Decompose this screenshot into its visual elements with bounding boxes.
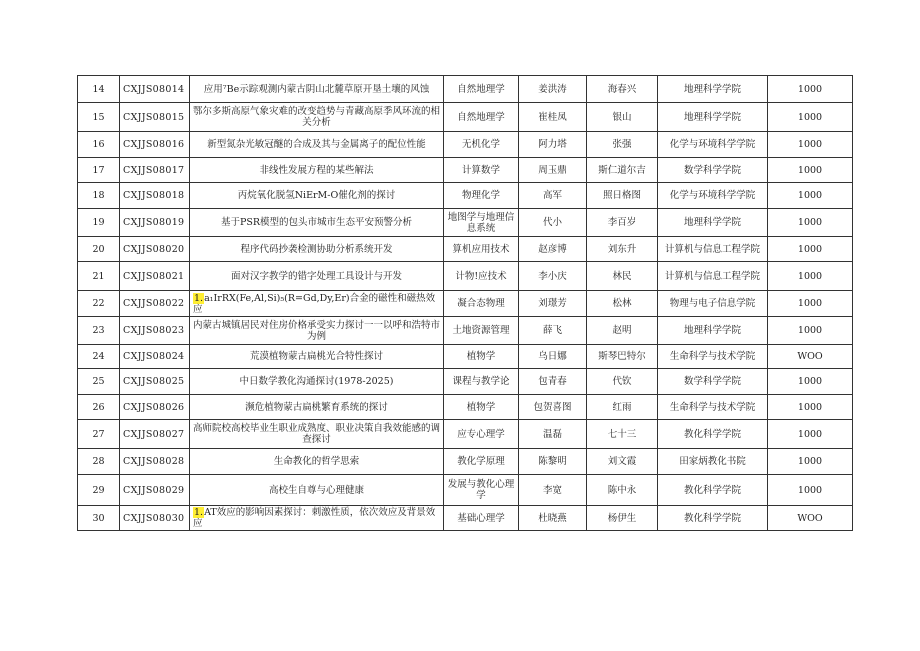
row-index-text: 19	[92, 217, 105, 228]
project-title-text: 丙烷氧化脱氢NiErM-O催化剂的探讨	[237, 190, 396, 201]
row-index-cell	[78, 103, 120, 132]
project-code-cell	[120, 369, 190, 395]
subject-text: 算机应用技术	[452, 243, 510, 255]
table-body	[78, 76, 853, 531]
project-title-cell	[190, 183, 444, 209]
row-index-cell	[78, 345, 120, 369]
project-code-cell	[120, 76, 190, 103]
project-title-text: 荒漠植物蒙古扁桃光合特性探讨	[249, 351, 383, 362]
advisor-text: 斯仁道尔吉	[598, 164, 646, 176]
subject-cell	[444, 369, 519, 395]
project-title-cell	[190, 158, 444, 183]
subject-cell	[444, 420, 519, 449]
table-row	[78, 395, 853, 420]
college-text: 地理科学学院	[683, 217, 741, 228]
college-text: 化学与环境科学学院	[669, 190, 756, 201]
advisor-text: 赵明	[612, 325, 632, 336]
advisor-cell	[587, 209, 658, 237]
subject-cell	[444, 291, 519, 317]
amount-text: 1000	[797, 139, 823, 150]
row-index-text: 20	[92, 243, 105, 255]
project-code-text: CXJJS08025	[123, 376, 185, 387]
project-title-cell	[190, 369, 444, 395]
leader-cell	[519, 449, 587, 475]
project-code-cell	[120, 262, 190, 291]
advisor-cell	[587, 395, 658, 420]
leader-cell	[519, 262, 587, 291]
table-row	[78, 291, 853, 317]
leader-cell	[519, 103, 587, 132]
leader-text: 崔桂凤	[538, 111, 567, 123]
subject-text: 土地资源管理	[452, 325, 510, 336]
advisor-cell	[587, 262, 658, 291]
project-title-text: 高校生自尊与心理健康	[268, 484, 364, 496]
advisor-text: 李百岁	[607, 217, 637, 228]
leader-text: 赵彦博	[538, 243, 567, 255]
row-index-cell	[78, 209, 120, 237]
amount-text: 1000	[797, 243, 823, 255]
college-text: 物理与电子信息学院	[669, 298, 756, 309]
subject-text: 课程与教学论	[452, 376, 510, 387]
college-text: 生命科学与技术学院	[669, 351, 756, 362]
subject-text: 计物!应技术	[455, 270, 507, 282]
project-title-cell	[190, 103, 444, 132]
advisor-cell	[587, 132, 658, 158]
leader-text: 刘璟芳	[538, 298, 567, 309]
leader-cell	[519, 209, 587, 237]
college-cell	[658, 475, 768, 506]
row-index-cell	[78, 76, 120, 103]
college-text: 地理科学学院	[683, 325, 741, 336]
advisor-text: 海春兴	[607, 83, 637, 95]
amount-cell	[768, 132, 853, 158]
advisor-cell	[587, 345, 658, 369]
table-row	[78, 317, 853, 345]
project-title-text: 内蒙古城镇居民对住房价格承受实力探讨一一以呼和浩特市为例	[193, 319, 441, 342]
amount-text: WOO	[797, 512, 823, 524]
advisor-text: 刘文霞	[607, 456, 637, 467]
college-cell	[658, 291, 768, 317]
project-code-text: CXJJS08019	[123, 217, 185, 228]
project-code-cell	[120, 420, 190, 449]
college-text: 教化科学学院	[683, 512, 741, 524]
leader-cell	[519, 183, 587, 209]
subject-text: 应专心理学	[457, 428, 505, 440]
amount-cell	[768, 76, 853, 103]
amount-cell	[768, 209, 853, 237]
project-code-text: CXJJS08021	[123, 270, 185, 282]
row-index-text: 27	[92, 428, 105, 440]
row-index-text: 23	[92, 325, 105, 336]
amount-text: 1000	[797, 298, 823, 309]
advisor-cell	[587, 291, 658, 317]
subject-text: 自然地理学	[457, 83, 505, 95]
advisor-cell	[587, 76, 658, 103]
advisor-text: 代钦	[612, 376, 632, 387]
project-title-cell	[190, 420, 444, 449]
amount-text: 1000	[797, 376, 823, 387]
row-index-text: 22	[92, 298, 105, 309]
project-code-text: CXJJS08022	[123, 298, 185, 309]
project-title-text: 高师院校高校毕业生职业成熟度、职业决策自我效能感的调查探讨	[193, 423, 441, 445]
subject-text: 发展与教化心理学	[447, 479, 515, 501]
college-text: 教化科学学院	[683, 484, 741, 496]
row-index-text: 29	[92, 484, 105, 496]
project-title-text: 基于PSR模型的包头市城市生态平安预警分析	[220, 217, 413, 228]
college-text: 数学科学学院	[683, 376, 741, 387]
amount-cell	[768, 506, 853, 531]
leader-text: 周玉鼎	[538, 164, 567, 176]
amount-cell	[768, 262, 853, 291]
amount-cell	[768, 449, 853, 475]
amount-text: 1000	[797, 164, 823, 176]
row-index-cell	[78, 395, 120, 420]
project-title-text: 应用⁷Be示踪观测内蒙古阴山北麓草原开垦土壤的风蚀	[203, 83, 430, 95]
project-code-cell	[120, 291, 190, 317]
amount-cell	[768, 395, 853, 420]
project-code-text: CXJJS08023	[123, 325, 185, 336]
college-text: 生命科学与技术学院	[669, 401, 756, 413]
subject-cell	[444, 506, 519, 531]
amount-text: 1000	[797, 83, 823, 95]
project-code-text: CXJJS08018	[123, 190, 185, 201]
row-index-text: 15	[92, 111, 105, 123]
project-code-text: CXJJS08026	[123, 401, 185, 413]
project-title-text: 濒危植物蒙古扁桃繁育系统的探讨	[245, 401, 388, 413]
project-title-cell	[190, 449, 444, 475]
advisor-text: 杨伊生	[607, 512, 637, 524]
project-title-text: 程序代码抄袭检测协助分析系统开发	[240, 243, 393, 255]
college-cell	[658, 420, 768, 449]
college-cell	[658, 103, 768, 132]
subject-cell	[444, 395, 519, 420]
row-index-cell	[78, 449, 120, 475]
project-code-cell	[120, 506, 190, 531]
project-code-text: CXJJS08029	[123, 484, 185, 496]
amount-text: 1000	[797, 325, 823, 336]
leader-cell	[519, 420, 587, 449]
leader-text: 包青春	[538, 376, 567, 387]
amount-text: 1000	[797, 190, 823, 201]
subject-cell	[444, 262, 519, 291]
advisor-text: 斯琴巴特尔	[598, 351, 646, 362]
project-title-text: 中日数学教化沟通探讨(1978-2025)	[239, 376, 394, 387]
leader-cell	[519, 345, 587, 369]
college-text: 化学与环境科学学院	[669, 139, 756, 150]
row-index-text: 16	[92, 139, 105, 150]
college-cell	[658, 369, 768, 395]
table-row	[78, 237, 853, 262]
project-code-cell	[120, 237, 190, 262]
subject-cell	[444, 132, 519, 158]
college-cell	[658, 262, 768, 291]
advisor-cell	[587, 317, 658, 345]
project-title-cell	[190, 209, 444, 237]
leader-text: 乌日娜	[538, 351, 567, 362]
amount-cell	[768, 369, 853, 395]
leader-cell	[519, 76, 587, 103]
advisor-cell	[587, 475, 658, 506]
project-code-cell	[120, 475, 190, 506]
leader-text: 温磊	[542, 428, 562, 440]
advisor-cell	[587, 420, 658, 449]
project-code-cell	[120, 183, 190, 209]
table-row	[78, 420, 853, 449]
leader-text: 杜晓燕	[538, 512, 567, 524]
table-row	[78, 132, 853, 158]
project-code-cell	[120, 158, 190, 183]
table-row	[78, 369, 853, 395]
subject-text: 物理化学	[461, 190, 500, 201]
project-code-cell	[120, 345, 190, 369]
subject-text: 自然地理学	[457, 111, 505, 123]
project-code-text: CXJJS08015	[123, 111, 185, 123]
project-code-cell	[120, 103, 190, 132]
subject-cell	[444, 209, 519, 237]
table-row	[78, 158, 853, 183]
advisor-cell	[587, 103, 658, 132]
project-code-cell	[120, 317, 190, 345]
leader-cell	[519, 506, 587, 531]
subject-cell	[444, 158, 519, 183]
subject-text: 基础心理学	[457, 512, 505, 524]
project-title-cell	[190, 262, 444, 291]
amount-cell	[768, 345, 853, 369]
advisor-cell	[587, 237, 658, 262]
project-title-text: AT效应的影响因素探讨：刺激性质，依次效应及背景效应	[193, 507, 436, 529]
table-row	[78, 262, 853, 291]
row-index-text: 18	[92, 190, 105, 201]
leader-cell	[519, 317, 587, 345]
subject-cell	[444, 76, 519, 103]
advisor-text: 银山	[612, 111, 632, 123]
leader-text: 陈黎明	[538, 456, 567, 467]
subject-cell	[444, 237, 519, 262]
amount-text: 1000	[797, 401, 823, 413]
amount-cell	[768, 158, 853, 183]
leader-text: 阿力塔	[538, 139, 567, 150]
leader-text: 高军	[542, 190, 562, 201]
college-text: 数学科学学院	[683, 164, 741, 176]
leader-cell	[519, 158, 587, 183]
project-title-cell	[190, 506, 444, 531]
project-title-cell	[190, 345, 444, 369]
college-cell	[658, 158, 768, 183]
amount-cell	[768, 183, 853, 209]
advisor-text: 张强	[612, 139, 632, 150]
advisor-cell	[587, 449, 658, 475]
amount-cell	[768, 475, 853, 506]
project-code-text: CXJJS08024	[123, 351, 185, 362]
project-title-text: 非线性发展方程的某些解法	[259, 164, 374, 176]
leader-cell	[519, 475, 587, 506]
advisor-text: 照日格图	[602, 190, 641, 201]
project-title-text: a₁IrRX(Fe,Al,Si)₅(R=Gd,Dy,Er)合金的磁性和磁热效应	[193, 292, 436, 315]
project-title-cell	[190, 475, 444, 506]
project-code-text: CXJJS08016	[123, 139, 185, 150]
table-row	[78, 345, 853, 369]
row-index-cell	[78, 262, 120, 291]
subject-text: 凝合态物理	[457, 298, 505, 309]
project-code-text: CXJJS08017	[123, 164, 185, 176]
college-text: 教化科学学院	[683, 428, 741, 440]
amount-text: WOO	[797, 351, 823, 362]
college-text: 田家炳教化书院	[679, 456, 746, 467]
project-title-cell	[190, 317, 444, 345]
amount-cell	[768, 237, 853, 262]
project-table	[77, 75, 853, 531]
subject-cell	[444, 317, 519, 345]
amount-text: 1000	[797, 270, 823, 282]
project-title-text: 鄂尔多斯高原气象灾难的改变趋势与青藏高原季风环流的相关分析	[193, 106, 441, 128]
leader-text: 姜洪涛	[538, 83, 567, 95]
table-row	[78, 103, 853, 132]
advisor-cell	[587, 506, 658, 531]
advisor-text: 红雨	[612, 401, 632, 413]
college-text: 地理科学学院	[683, 111, 741, 123]
project-code-cell	[120, 209, 190, 237]
college-cell	[658, 506, 768, 531]
project-title-cell	[190, 76, 444, 103]
leader-cell	[519, 291, 587, 317]
college-text: 计算机与信息工程学院	[664, 270, 760, 282]
row-index-cell	[78, 317, 120, 345]
subject-cell	[444, 449, 519, 475]
row-index-cell	[78, 158, 120, 183]
project-code-text: CXJJS08030	[123, 512, 185, 524]
subject-text: 地图学与地理信息系统	[447, 211, 515, 234]
row-index-cell	[78, 475, 120, 506]
college-text: 计算机与信息工程学院	[664, 243, 760, 255]
college-cell	[658, 237, 768, 262]
amount-text: 1000	[797, 456, 823, 467]
advisor-cell	[587, 369, 658, 395]
advisor-text: 刘东升	[607, 243, 637, 255]
row-index-cell	[78, 132, 120, 158]
leader-text: 包贺喜图	[533, 401, 572, 413]
subject-cell	[444, 183, 519, 209]
amount-cell	[768, 317, 853, 345]
row-index-text: 26	[92, 401, 105, 413]
row-index-text: 14	[92, 83, 105, 95]
college-text: 地理科学学院	[683, 83, 741, 95]
leader-text: 李小庆	[538, 270, 567, 282]
leader-cell	[519, 132, 587, 158]
project-title-text: 新型氮杂光敏冠醚的合成及其与金属离子的配位性能	[207, 139, 426, 150]
project-code-text: CXJJS08027	[123, 428, 185, 440]
subject-text: 计算数学	[461, 164, 500, 176]
row-index-text: 21	[92, 270, 105, 282]
college-cell	[658, 345, 768, 369]
row-index-text: 30	[92, 512, 105, 524]
college-cell	[658, 317, 768, 345]
project-code-text: CXJJS08014	[123, 83, 185, 95]
college-cell	[658, 132, 768, 158]
row-index-cell	[78, 183, 120, 209]
row-index-cell	[78, 369, 120, 395]
project-code-text: CXJJS08028	[123, 456, 185, 467]
leader-text: 李宽	[542, 484, 562, 496]
row-index-cell	[78, 291, 120, 317]
subject-cell	[444, 345, 519, 369]
subject-text: 教化学原理	[457, 456, 505, 467]
row-index-text: 24	[92, 351, 105, 362]
leader-text: 薛飞	[542, 325, 562, 336]
row-index-cell	[78, 506, 120, 531]
advisor-text: 林民	[612, 270, 632, 282]
project-title-text: 生命教化的哲学思索	[273, 456, 360, 467]
highlight-mark: 1.	[194, 507, 204, 518]
project-code-cell	[120, 395, 190, 420]
subject-text: 植物学	[466, 351, 496, 362]
college-cell	[658, 183, 768, 209]
row-index-text: 28	[92, 456, 105, 467]
subject-text: 植物学	[466, 401, 496, 413]
project-title-cell	[190, 132, 444, 158]
table-row	[78, 209, 853, 237]
subject-cell	[444, 475, 519, 506]
amount-cell	[768, 103, 853, 132]
subject-cell	[444, 103, 519, 132]
leader-cell	[519, 395, 587, 420]
amount-text: 1000	[797, 428, 823, 440]
amount-text: 1000	[797, 484, 823, 496]
college-cell	[658, 395, 768, 420]
table-row	[78, 506, 853, 531]
project-title-text: 面对汉字教学的错字处理工具设计与开发	[230, 270, 402, 282]
leader-text: 代小	[542, 217, 562, 228]
amount-cell	[768, 291, 853, 317]
subject-text: 无机化学	[461, 139, 500, 150]
project-code-cell	[120, 132, 190, 158]
advisor-cell	[587, 183, 658, 209]
leader-cell	[519, 237, 587, 262]
highlight-mark: 1.	[194, 292, 204, 304]
advisor-text: 七十三	[607, 428, 637, 440]
project-code-cell	[120, 449, 190, 475]
amount-cell	[768, 420, 853, 449]
amount-text: 1000	[797, 217, 823, 228]
row-index-cell	[78, 237, 120, 262]
table-row	[78, 475, 853, 506]
table-row	[78, 76, 853, 103]
amount-text: 1000	[797, 111, 823, 123]
row-index-cell	[78, 420, 120, 449]
college-cell	[658, 449, 768, 475]
college-cell	[658, 76, 768, 103]
project-code-text: CXJJS08020	[123, 243, 185, 255]
advisor-text: 陈中永	[607, 484, 637, 496]
advisor-text: 松林	[612, 298, 632, 309]
table-row	[78, 449, 853, 475]
row-index-text: 25	[92, 376, 105, 387]
advisor-cell	[587, 158, 658, 183]
table-row	[78, 183, 853, 209]
project-title-cell	[190, 237, 444, 262]
leader-cell	[519, 369, 587, 395]
college-cell	[658, 209, 768, 237]
row-index-text: 17	[92, 164, 105, 176]
project-title-cell	[190, 291, 444, 317]
project-title-cell	[190, 395, 444, 420]
